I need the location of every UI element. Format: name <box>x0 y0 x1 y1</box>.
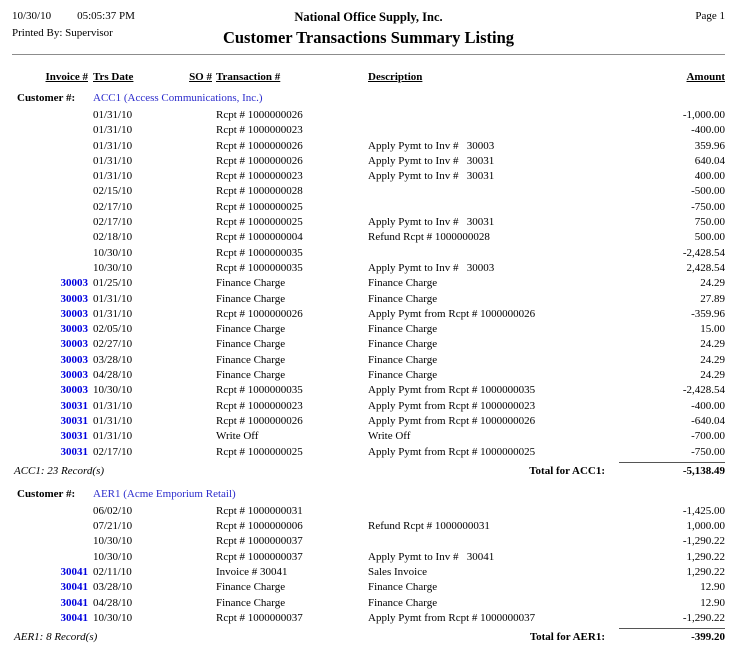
trs-date-value: 01/31/10 <box>93 170 133 183</box>
description-value: Apply Pymt to Inv # 30031 <box>368 216 495 229</box>
trs-date-value: 02/27/10 <box>93 338 133 351</box>
section-total-row <box>12 628 725 643</box>
so-number-value <box>158 611 212 626</box>
column-header-amount: Amount <box>686 71 725 83</box>
description-value: Sales Invoice <box>368 566 427 579</box>
amount-value: 15.00 <box>700 323 725 336</box>
so-number-value <box>158 246 212 261</box>
transaction-number-value: Rcpt # 1000000025 <box>216 200 303 213</box>
invoice-number-link <box>12 230 88 245</box>
so-number-value <box>158 261 212 276</box>
description-value: Apply Pymt from Rcpt # 1000000025 <box>368 445 536 458</box>
transaction-row <box>12 184 725 199</box>
transaction-number-value: Rcpt # 1000000023 <box>216 399 303 412</box>
transaction-number-value: Rcpt # 1000000035 <box>216 384 303 397</box>
trs-date-value: 01/31/10 <box>93 307 133 320</box>
amount-value: -400.00 <box>691 399 725 412</box>
invoice-number-link[interactable]: 30031 <box>60 399 88 412</box>
invoice-number-link <box>12 246 88 261</box>
trs-date-value: 02/17/10 <box>93 200 133 213</box>
invoice-number-link <box>12 123 88 138</box>
so-number-value <box>158 534 212 549</box>
so-number-value <box>158 504 212 519</box>
transaction-number-value: Rcpt # 1000000031 <box>216 504 303 517</box>
column-header-trs-date: Trs Date <box>93 71 134 83</box>
transaction-number-value: Rcpt # 1000000025 <box>216 216 303 229</box>
invoice-number-link[interactable]: 30041 <box>60 581 88 594</box>
description-value: Apply Pymt to Inv # 30041 <box>368 550 495 563</box>
transaction-number-value: Rcpt # 1000000037 <box>216 550 303 563</box>
transaction-row <box>12 353 725 368</box>
so-number-value <box>158 565 212 580</box>
transaction-row <box>12 169 725 184</box>
invoice-number-link <box>12 184 88 199</box>
transaction-row <box>12 230 725 245</box>
transaction-row <box>12 565 725 580</box>
customer-link[interactable]: ACC1 (Access Communications, Inc.) <box>93 92 263 104</box>
so-number-value <box>158 184 212 199</box>
so-number-value <box>158 200 212 215</box>
description-value <box>366 108 558 123</box>
invoice-number-link <box>12 504 88 519</box>
section-total-row <box>12 462 725 477</box>
trs-date-value: 01/31/10 <box>93 109 133 121</box>
amount-value: 400.00 <box>694 170 725 183</box>
so-number-value <box>158 580 212 595</box>
transaction-row <box>12 337 725 352</box>
transaction-row <box>12 200 725 215</box>
amount-value: 27.89 <box>700 292 725 305</box>
trs-date-value: 02/15/10 <box>93 185 133 198</box>
transaction-number-value: Rcpt # 1000000026 <box>216 414 303 427</box>
total-label: Total for AER1: <box>529 631 605 644</box>
invoice-number-link <box>12 169 88 184</box>
amount-value: 12.90 <box>700 581 725 594</box>
customer-header-row <box>12 488 725 500</box>
invoice-number-link <box>12 154 88 169</box>
transaction-number-value: Rcpt # 1000000026 <box>216 109 303 121</box>
report-title: Customer Transactions Summary Listing <box>222 28 515 47</box>
amount-value: -1,290.22 <box>682 611 725 624</box>
column-header-description: Description <box>368 71 423 83</box>
so-number-value <box>158 383 212 398</box>
trs-date-value: 01/31/10 <box>93 292 133 305</box>
so-number-value <box>158 414 212 429</box>
amount-value: 2,428.54 <box>686 261 725 274</box>
customer-section <box>12 488 725 643</box>
amount-value: 12.90 <box>700 596 725 609</box>
transaction-row <box>12 292 725 307</box>
trs-date-value: 10/30/10 <box>93 261 133 274</box>
so-number-value <box>158 322 212 337</box>
so-number-value <box>158 215 212 230</box>
transaction-number-value: Rcpt # 1000000026 <box>216 307 303 320</box>
transaction-row <box>12 307 725 322</box>
trs-date-value: 10/30/10 <box>93 550 133 563</box>
report-body <box>12 92 725 643</box>
description-value <box>366 534 558 549</box>
amount-value: -400.00 <box>691 124 725 137</box>
invoice-number-link <box>12 200 88 215</box>
invoice-number-link[interactable]: 30003 <box>60 323 88 336</box>
page-number: Page 1 <box>695 10 725 22</box>
description-value <box>366 184 558 199</box>
invoice-number-link <box>12 108 88 123</box>
amount-value: -700.00 <box>691 430 725 443</box>
trs-date-value: 07/21/10 <box>93 520 133 533</box>
so-number-value <box>158 399 212 414</box>
trs-date-value: 02/05/10 <box>93 323 133 336</box>
invoice-number-link[interactable]: 30031 <box>60 430 88 443</box>
trs-date-value: 01/25/10 <box>93 277 133 290</box>
amount-value: -1,000.00 <box>682 109 725 121</box>
so-number-value <box>158 307 212 322</box>
description-value <box>366 200 558 215</box>
trs-date-value: 02/17/10 <box>93 216 133 229</box>
amount-value: -1,290.22 <box>682 535 725 548</box>
transaction-number-value: Finance Charge <box>216 292 286 305</box>
header-center <box>182 10 555 48</box>
description-value: Apply Pymt to Inv # 30003 <box>368 261 495 274</box>
amount-value: 1,000.00 <box>686 520 725 533</box>
description-value: Apply Pymt to Inv # 30031 <box>368 170 495 183</box>
invoice-number-link <box>12 261 88 276</box>
transaction-number-value: Finance Charge <box>216 323 286 336</box>
description-value: Finance Charge <box>368 369 438 382</box>
so-number-value <box>158 276 212 291</box>
invoice-number-link <box>12 550 88 565</box>
customer-number-label: Customer #: <box>17 92 76 104</box>
customer-number-label: Customer #: <box>17 487 76 500</box>
transaction-row <box>12 123 725 138</box>
amount-value: 640.04 <box>694 154 725 167</box>
invoice-number-link[interactable]: 30003 <box>60 384 88 397</box>
customer-link[interactable]: AER1 (Acme Emporium Retail) <box>93 487 236 500</box>
so-number-value <box>158 368 212 383</box>
record-count: ACC1: 23 Record(s) <box>14 464 105 477</box>
trs-date-value: 10/30/10 <box>93 246 133 259</box>
so-number-value <box>158 292 212 307</box>
trs-date-value: 03/28/10 <box>93 353 133 366</box>
so-number-value <box>158 445 212 460</box>
transaction-rows <box>12 504 725 626</box>
amount-value: 24.29 <box>700 338 725 351</box>
amount-value: 1,290.22 <box>686 566 725 579</box>
amount-value: -750.00 <box>691 200 725 213</box>
header-left <box>12 10 182 48</box>
amount-value: 359.96 <box>694 139 725 152</box>
printed-by: Printed By: Supervisor <box>12 27 113 39</box>
amount-value: -1,425.00 <box>682 504 725 517</box>
trs-date-value: 02/11/10 <box>93 566 132 579</box>
transaction-row <box>12 504 725 519</box>
transaction-number-value: Rcpt # 1000000037 <box>216 611 303 624</box>
invoice-number-link[interactable]: 30031 <box>60 414 88 427</box>
transaction-number-value: Rcpt # 1000000006 <box>216 520 303 533</box>
description-value: Apply Pymt to Inv # 30003 <box>368 139 495 152</box>
transaction-row <box>12 139 725 154</box>
invoice-number-link[interactable]: 30041 <box>60 611 88 624</box>
transaction-number-value: Finance Charge <box>216 353 286 366</box>
invoice-number-link[interactable]: 30041 <box>60 566 88 579</box>
transaction-row <box>12 519 725 534</box>
trs-date-value: 10/30/10 <box>93 611 133 624</box>
transaction-number-value: Rcpt # 1000000035 <box>216 246 303 259</box>
description-value: Finance Charge <box>368 581 438 594</box>
transaction-number-value: Rcpt # 1000000026 <box>216 139 303 152</box>
so-number-value <box>158 596 212 611</box>
amount-value: -640.04 <box>691 414 725 427</box>
trs-date-value: 06/02/10 <box>93 504 133 517</box>
transaction-number-value: Rcpt # 1000000035 <box>216 261 303 274</box>
so-number-value <box>158 108 212 123</box>
transaction-number-value: Rcpt # 1000000025 <box>216 445 303 458</box>
description-value: Write Off <box>368 430 411 443</box>
transaction-number-value: Rcpt # 1000000026 <box>216 154 303 167</box>
amount-value: 24.29 <box>700 369 725 382</box>
transaction-number-value: Finance Charge <box>216 596 286 609</box>
transaction-number-value: Finance Charge <box>216 277 286 290</box>
transaction-number-value: Rcpt # 1000000023 <box>216 124 303 137</box>
description-value: Finance Charge <box>368 277 438 290</box>
transaction-number-value: Finance Charge <box>216 338 286 351</box>
invoice-number-link <box>12 139 88 154</box>
invoice-number-link[interactable]: 30003 <box>60 369 88 382</box>
transaction-row <box>12 534 725 549</box>
trs-date-value: 01/31/10 <box>93 414 133 427</box>
transaction-row <box>12 580 725 595</box>
so-number-value <box>158 353 212 368</box>
trs-date-value: 01/31/10 <box>93 430 133 443</box>
transaction-number-value: Finance Charge <box>216 581 286 594</box>
trs-date-value: 01/31/10 <box>93 154 133 167</box>
description-value: Apply Pymt from Rcpt # 1000000035 <box>368 384 536 397</box>
amount-value: -750.00 <box>691 445 725 458</box>
so-number-value <box>158 123 212 138</box>
amount-value: 1,290.22 <box>686 550 725 563</box>
description-value: Finance Charge <box>368 323 438 336</box>
description-value: Finance Charge <box>368 338 438 351</box>
total-amount: -399.20 <box>619 628 725 643</box>
description-value <box>366 123 558 138</box>
transaction-row <box>12 596 725 611</box>
transaction-row <box>12 550 725 565</box>
column-header-invoice: Invoice # <box>45 71 88 83</box>
invoice-number-link[interactable]: 30003 <box>60 353 88 366</box>
trs-date-value: 04/28/10 <box>93 596 133 609</box>
amount-value: 24.29 <box>700 277 725 290</box>
trs-date-value: 01/31/10 <box>93 399 133 412</box>
print-time: 05:05:37 PM <box>77 10 135 22</box>
transaction-row <box>12 322 725 337</box>
description-value: Apply Pymt to Inv # 30031 <box>368 154 495 167</box>
customer-section <box>12 92 725 477</box>
trs-date-value: 10/30/10 <box>93 384 133 397</box>
invoice-number-link[interactable]: 30031 <box>60 445 88 458</box>
transaction-row <box>12 414 725 429</box>
column-header-so: SO # <box>189 71 212 83</box>
description-value <box>366 246 558 261</box>
amount-value: 750.00 <box>694 216 725 229</box>
trs-date-value: 02/17/10 <box>93 445 133 458</box>
report-header <box>12 10 725 55</box>
so-number-value <box>158 519 212 534</box>
description-value: Apply Pymt from Rcpt # 1000000026 <box>368 414 536 427</box>
customer-header-row <box>12 92 725 104</box>
transaction-rows <box>12 108 725 460</box>
header-right <box>555 10 725 48</box>
so-number-value <box>158 337 212 352</box>
transaction-row <box>12 215 725 230</box>
transaction-row <box>12 276 725 291</box>
so-number-value <box>158 154 212 169</box>
description-value: Finance Charge <box>368 353 438 366</box>
so-number-value <box>158 230 212 245</box>
description-value: Finance Charge <box>368 596 438 609</box>
amount-value: -2,428.54 <box>682 384 725 397</box>
invoice-number-link <box>12 519 88 534</box>
description-value: Finance Charge <box>368 292 438 305</box>
amount-value: -359.96 <box>691 307 725 320</box>
transaction-row <box>12 154 725 169</box>
invoice-number-link <box>12 534 88 549</box>
transaction-number-value: Rcpt # 1000000028 <box>216 185 303 198</box>
transaction-number-value: Rcpt # 1000000023 <box>216 170 303 183</box>
total-label: Total for ACC1: <box>529 464 605 477</box>
transaction-row <box>12 429 725 444</box>
amount-value: 24.29 <box>700 353 725 366</box>
amount-value: 500.00 <box>694 231 725 244</box>
trs-date-value: 10/30/10 <box>93 535 133 548</box>
record-count: AER1: 8 Record(s) <box>14 631 98 644</box>
transaction-number-value: Invoice # 30041 <box>216 566 288 579</box>
transaction-row <box>12 261 725 276</box>
total-amount: -5,138.49 <box>619 462 725 477</box>
so-number-value <box>158 429 212 444</box>
trs-date-value: 03/28/10 <box>93 581 133 594</box>
so-number-value <box>158 139 212 154</box>
so-number-value <box>158 169 212 184</box>
transaction-row <box>12 108 725 123</box>
transaction-number-value: Write Off <box>216 430 259 443</box>
trs-date-value: 01/31/10 <box>93 139 133 152</box>
description-value: Refund Rcpt # 1000000031 <box>368 520 490 533</box>
transaction-row <box>12 246 725 261</box>
transaction-row <box>12 368 725 383</box>
transaction-row <box>12 383 725 398</box>
transaction-row <box>12 445 725 460</box>
transaction-number-value: Rcpt # 1000000004 <box>216 231 303 244</box>
transaction-number-value: Rcpt # 1000000037 <box>216 535 303 548</box>
invoice-number-link[interactable]: 30041 <box>60 596 88 609</box>
transaction-number-value: Finance Charge <box>216 369 286 382</box>
transaction-row <box>12 399 725 414</box>
description-value: Refund Rcpt # 1000000028 <box>368 231 490 244</box>
print-date: 10/30/10 <box>12 10 52 22</box>
column-header-transaction: Transaction # <box>216 71 281 83</box>
invoice-number-link <box>12 215 88 230</box>
description-value <box>366 504 558 519</box>
invoice-number-link[interactable]: 30003 <box>60 307 88 320</box>
description-value: Apply Pymt from Rcpt # 1000000026 <box>368 307 536 320</box>
invoice-number-link[interactable]: 30003 <box>60 292 88 305</box>
amount-value: -500.00 <box>691 185 725 198</box>
amount-value: -2,428.54 <box>682 246 725 259</box>
trs-date-value: 01/31/10 <box>93 124 133 137</box>
trs-date-value: 04/28/10 <box>93 369 133 382</box>
transaction-row <box>12 611 725 626</box>
description-value: Apply Pymt from Rcpt # 1000000037 <box>368 611 536 624</box>
description-value: Apply Pymt from Rcpt # 1000000023 <box>368 399 536 412</box>
invoice-number-link[interactable]: 30003 <box>60 277 88 290</box>
column-header-row <box>12 71 725 83</box>
so-number-value <box>158 550 212 565</box>
trs-date-value: 02/18/10 <box>93 231 133 244</box>
company-name: National Office Supply, Inc. <box>294 10 443 24</box>
invoice-number-link[interactable]: 30003 <box>60 338 88 351</box>
